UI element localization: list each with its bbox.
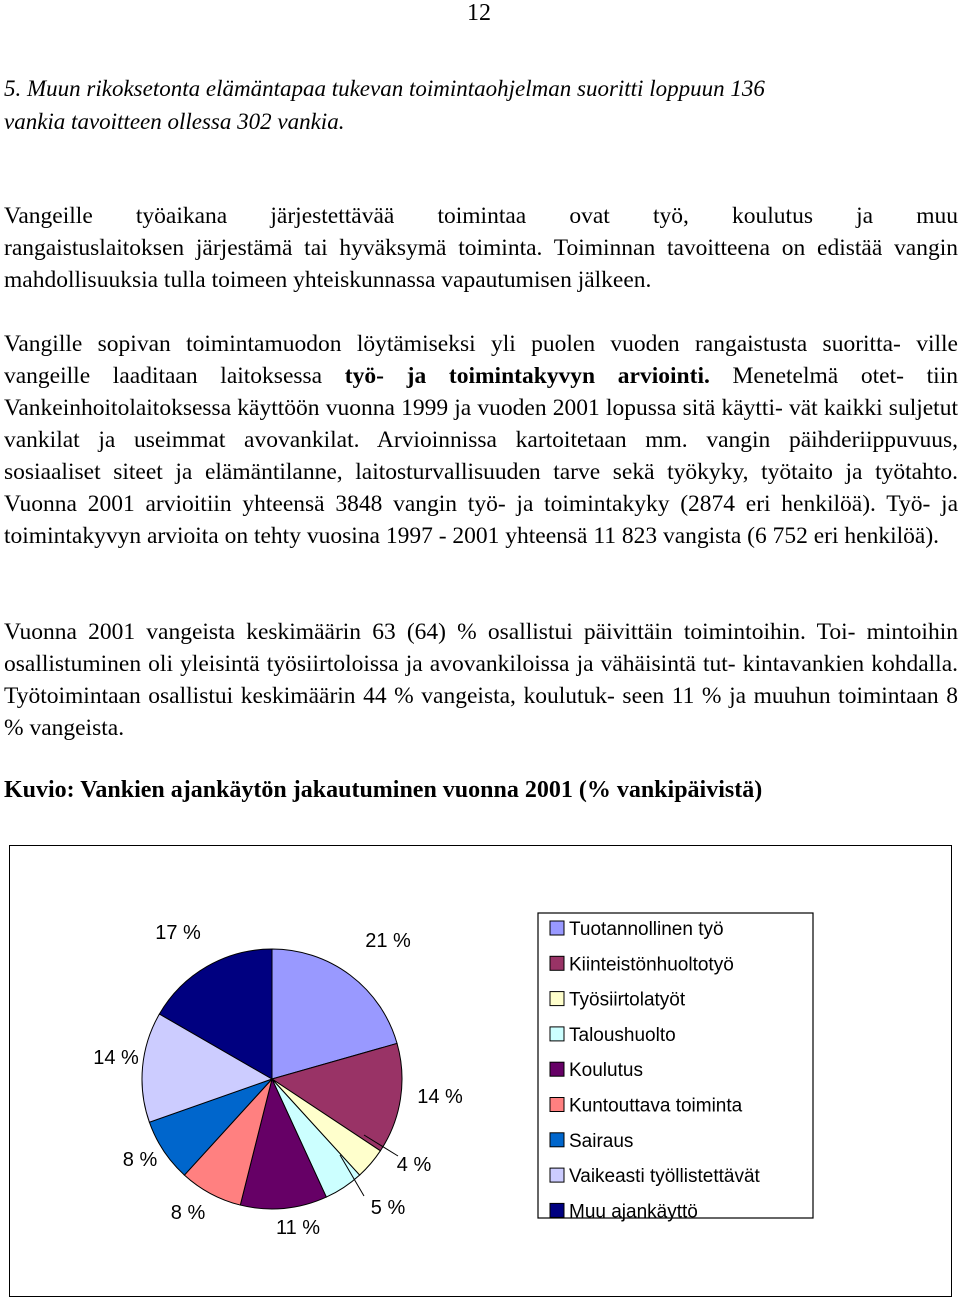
figure-caption: Kuvio: Vankien ajankäytön jakautuminen vuonna 2001 (% vankipäivistä) bbox=[4, 777, 763, 803]
legend-label: Kuntouttava toiminta bbox=[569, 1095, 743, 1117]
pie-data-label: 14 % bbox=[93, 1047, 139, 1069]
page-number: 12 bbox=[467, 0, 491, 26]
legend-label: Taloushuolto bbox=[569, 1024, 676, 1046]
paragraph-assessment bbox=[4, 328, 958, 552]
pie-chart bbox=[10, 846, 950, 1295]
legend-label: Työsiirtolatyöt bbox=[569, 989, 686, 1011]
legend-label: Tuotannollinen työ bbox=[569, 919, 724, 940]
chart-legend bbox=[538, 913, 813, 1222]
pie-data-label: 17 % bbox=[155, 922, 201, 944]
list-item-5-line1: 5. Muun rikoksetonta elämäntapaa tukevan toimintaohjelman suoritti loppuun 136 bbox=[4, 76, 765, 101]
paragraph-participation: Vuonna 2001 vangeista keskimäärin 63 (64) % osallistui päivittäin toimintoihin. Toi- mintoihin osallistuminen oli yleisintä työsiirtoloissa ja avovankiloissa ja vähäisintä tut- kintavankien kohdalla. Työtoimintaan osallistui keskimäärin 44 % vangeista, koulutuk- seen 11 % ja muuhun toimintaan 8 % vangeista. bbox=[4, 619, 958, 741]
paragraph-work-activities-rest: rangaistuslaitoksen järjestämä tai hyväksymä toiminta. Toiminnan tavoitteena on edistää vangin mahdollisuuksia tulla toimeen yhteiskunnassa vapautumisen jälkeen. bbox=[4, 235, 958, 293]
legend-label: Kiinteistönhuoltotyö bbox=[569, 954, 734, 976]
pie-data-label: 8 % bbox=[170, 1202, 206, 1224]
list-item-5 bbox=[4, 72, 952, 138]
legend-swatch bbox=[550, 1027, 564, 1041]
legend-swatch bbox=[550, 1133, 564, 1147]
pie-data-label: 8 % bbox=[122, 1149, 158, 1171]
paragraph-assessment-text-2: Menetelmä otet- tiin Vankeinhoitolaitoksessa käyttöön vuonna 1999 ja vuoden 2001 lopussa sitä käytti- vät kaikki suljetut vankilat ja useimmat avovankilat. Arvioinnissa kartoitetaan mm. vangin päihderiippuvuus, sosiaaliset siteet ja elämäntilanne, laitosturvallisuuden tarve sekä työkyky, työtaito ja työtahto. Vuonna 2001 arvioitiin yhteensä 3848 vangin työ- ja toimintakyky (2874 eri henkilöä). Työ- ja toimintakyvyn arvioita on tehty vuosina 1997 - 2001 yhteensä 11 823 vangista (6 752 eri henkilöä). bbox=[4, 363, 958, 549]
legend-swatch bbox=[550, 1203, 564, 1217]
chart-frame bbox=[9, 845, 952, 1297]
legend-label: Koulutus bbox=[569, 1060, 643, 1082]
pie-data-label: 4 % bbox=[396, 1154, 432, 1176]
pie-data-label: 14 % bbox=[417, 1086, 463, 1108]
legend-label: Sairaus bbox=[569, 1130, 634, 1152]
legend-swatch bbox=[550, 956, 564, 970]
legend-swatch bbox=[550, 992, 564, 1006]
legend-swatch bbox=[550, 1098, 564, 1112]
legend-swatch bbox=[550, 1168, 564, 1182]
paragraph-work-activities-line1: Vangeille työaikana järjestettävää toimintaa ovat työ, koulutus ja muu bbox=[4, 203, 958, 229]
legend-label: Vaikeasti työllistettävät bbox=[569, 1166, 760, 1188]
paragraph-assessment-text-1: Vangille sopivan toimintamuodon löytämiseksi yli puolen vuoden rangaistusta suoritta- ville vangeille laaditaan laitoksessa bbox=[4, 331, 958, 389]
pie-data-label: 11 % bbox=[275, 1217, 321, 1239]
paragraph-work-activities bbox=[4, 200, 958, 296]
pie-data-label: 21 % bbox=[365, 930, 411, 952]
legend-swatch bbox=[550, 921, 564, 935]
list-item-5-line2: vankia tavoitteen ollessa 302 vankia. bbox=[4, 109, 345, 134]
legend-swatch bbox=[550, 1062, 564, 1076]
legend-label: Muu ajankäyttö bbox=[569, 1201, 698, 1223]
pie-slices bbox=[142, 949, 402, 1209]
pie-data-label: 5 % bbox=[370, 1197, 406, 1219]
paragraph-assessment-bold: työ- ja toimintakyvyn arviointi. bbox=[344, 363, 710, 389]
